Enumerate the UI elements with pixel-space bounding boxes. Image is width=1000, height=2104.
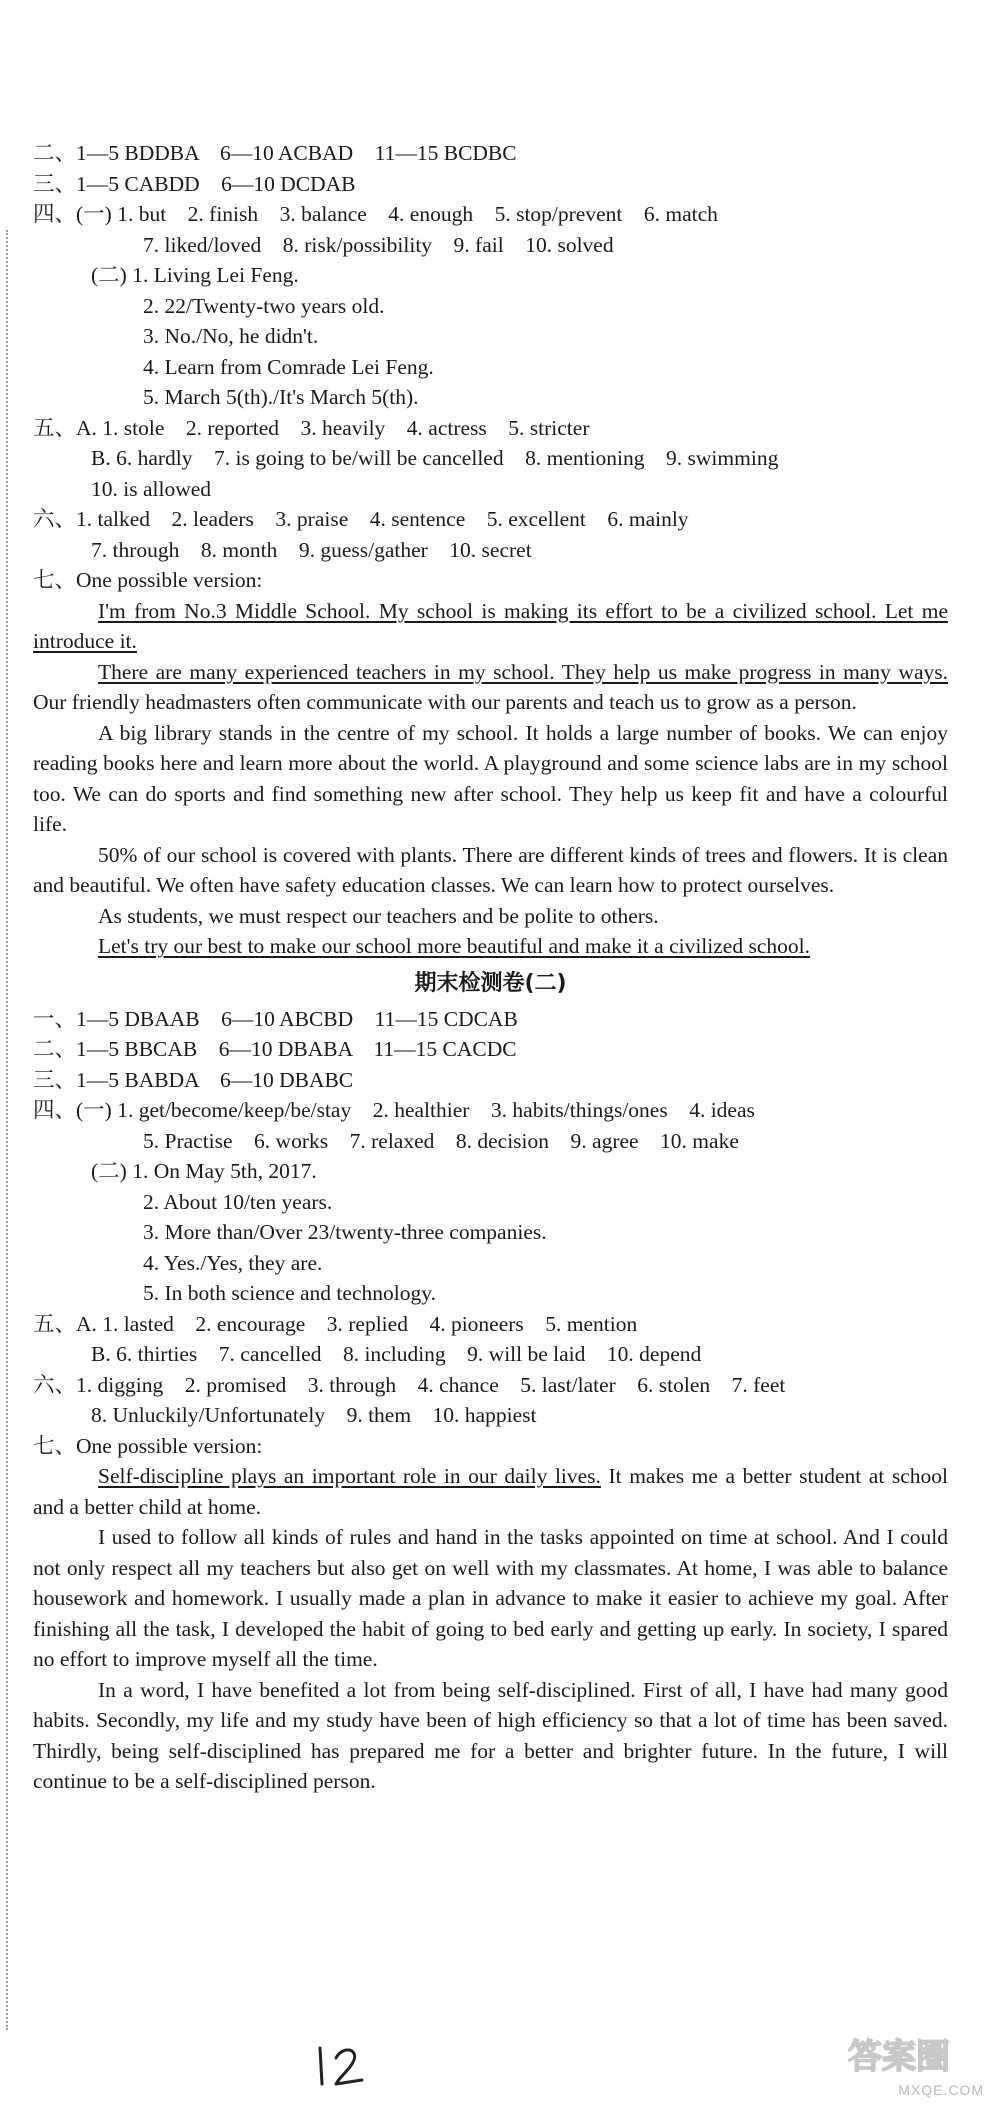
essay1-paragraph-2 — [33, 657, 948, 718]
section-heading: 期末检测卷(二) — [414, 970, 567, 996]
answer2-line-part4-1a: 四、(一) 1. get/become/keep/be/stay 2. healthier 3. habits/things/ones 4. ideas — [33, 1098, 755, 1122]
essay2-paragraph-1 — [33, 1461, 948, 1522]
answer-line-part5a: 五、A. 1. stole 2. reported 3. heavily 4. actress 5. stricter — [33, 415, 590, 440]
handwritten-page-number — [310, 2040, 370, 2090]
essay1-paragraph-4: 50% of our school is covered with plants. There are different kinds of trees and flowers. It is clean and beautiful. We often have safety education classes. We can learn how to protect ourselves. — [33, 842, 948, 897]
answer-line-part6b: 7. through 8. month 9. guess/gather 10. secret — [91, 537, 532, 562]
answer2-line-part7-label: 七、One possible version: — [33, 1433, 263, 1458]
essay2-paragraph-2: I used to follow all kinds of rules and hand in the tasks appointed on time at school. And I could not only respect all my teachers but also get on well with my classmates. At home, I was able to balance housework and homework. I usually made a plan in advance to make it easier to achieve my goal. After finishing all the task, I developed the habit of going to bed early and getting up early. In society, I spared no effort to improve myself all the time. — [33, 1525, 948, 1671]
essay1-paragraph-5: As students, we must respect our teachers and be polite to others. — [98, 903, 659, 928]
answer2-line-part5a: 五、A. 1. lasted 2. encourage 3. replied 4. pioneers 5. mention — [33, 1311, 638, 1336]
essay2-underlined-topic: Self-discipline plays an important role in our daily lives. — [98, 1464, 601, 1488]
answer2-line-part4-2-q3: 3. More than/Over 23/twenty-three companies. — [143, 1220, 547, 1244]
essay1-underlined-intro: I'm from No.3 Middle School. My school is making its effort to be a civilized school. Let me introduce it. — [33, 598, 948, 653]
essay1-paragraph-3: A big library stands in the centre of my school. It holds a large number of books. We can enjoy reading books here and learn more about the world. A playground and some science labs are in my school too. We can do sports and find something new after school. They help us keep fit and have a colourful life. — [33, 720, 948, 836]
answer-line-part4-2-q4: 4. Learn from Comrade Lei Feng. — [143, 354, 434, 379]
answer-line-part6a: 六、1. talked 2. leaders 3. praise 4. sentence 5. excellent 6. mainly — [33, 507, 689, 531]
answer-line-part3: 三、1—5 CABDD 6—10 DCDAB — [33, 171, 356, 196]
answer2-line-part5b: B. 6. thirties 7. cancelled 8. including 9. will be laid 10. depend — [91, 1342, 702, 1366]
answer2-line-part1: 一、1—5 DBAAB 6—10 ABCBD 11—15 CDCAB — [33, 1006, 518, 1031]
essay2-paragraph-1-text: It makes me a better student at school and a better child at home. — [33, 1464, 948, 1519]
answer-content — [33, 138, 948, 1797]
essay1-underlined-conclusion: Let's try our best to make our school more beautiful and make it a civilized school. — [98, 934, 810, 958]
answer-line-part4-1b: 7. liked/loved 8. risk/possibility 9. fail 10. solved — [143, 232, 614, 257]
answer-line-part4-2-q1: (二) 1. Living Lei Feng. — [91, 263, 299, 287]
answer-line-part5c: 10. is allowed — [91, 476, 212, 501]
essay1-paragraph-6 — [33, 931, 948, 962]
answer-line-part2: 二、1—5 BDDBA 6—10 ACBAD 11—15 BCDBC — [33, 141, 517, 165]
answer-line-part4-1a: 四、(一) 1. but 2. finish 3. balance 4. enough 5. stop/prevent 6. match — [33, 202, 718, 226]
answer2-line-part4-2-q4: 4. Yes./Yes, they are. — [143, 1250, 323, 1275]
answer-line-part4-2-q3: 3. No./No, he didn't. — [143, 324, 319, 348]
essay1-paragraph-1 — [33, 596, 948, 657]
watermark-text: MXQE.COM — [898, 2082, 984, 2098]
answer2-line-part4-2-q2: 2. About 10/ten years. — [143, 1189, 333, 1214]
answer-line-part7-label: 七、One possible version: — [33, 568, 263, 592]
answer-line-part5b: B. 6. hardly 7. is going to be/will be cancelled 8. mentioning 9. swimming — [91, 446, 779, 470]
answer-line-part4-2-q2: 2. 22/Twenty-two years old. — [143, 293, 385, 318]
answer2-line-part2: 二、1—5 BBCAB 6—10 DBABA 11—15 CACDC — [33, 1037, 517, 1061]
answer2-line-part4-2-q5: 5. In both science and technology. — [143, 1281, 436, 1305]
answer2-line-part4-2-q1: (二) 1. On May 5th, 2017. — [91, 1159, 317, 1183]
answer2-line-part6a: 六、1. digging 2. promised 3. through 4. chance 5. last/later 6. stolen 7. feet — [33, 1372, 786, 1397]
essay1-underlined-topic: There are many experienced teachers in my school. They help us make progress in many ways. — [98, 659, 948, 684]
essay1-paragraph-2-text: Our friendly headmasters often communicate with our parents and teach us to grow as a person. — [33, 690, 857, 714]
svg-text:答案圈: 答案圈 — [848, 2037, 950, 2077]
answer2-line-part3: 三、1—5 BABDA 6—10 DBABC — [33, 1067, 354, 1092]
answer2-line-part4-1b: 5. Practise 6. works 7. relaxed 8. decision 9. agree 10. make — [143, 1128, 739, 1153]
binding-margin-dotted-line — [6, 230, 8, 2030]
essay2-paragraph-3: In a word, I have benefited a lot from being self-disciplined. First of all, I have had many good habits. Secondly, my life and my study have been of high efficiency so that a lot of time has been saved. Thirdly, being self-disciplined has prepared me for a better and brighter future. In the future, I will continue to be a self-disciplined person. — [33, 1677, 948, 1793]
answer2-line-part6b: 8. Unluckily/Unfortunately 9. them 10. happiest — [91, 1403, 537, 1427]
answer-line-part4-2-q5: 5. March 5(th)./It's March 5(th). — [143, 385, 419, 409]
